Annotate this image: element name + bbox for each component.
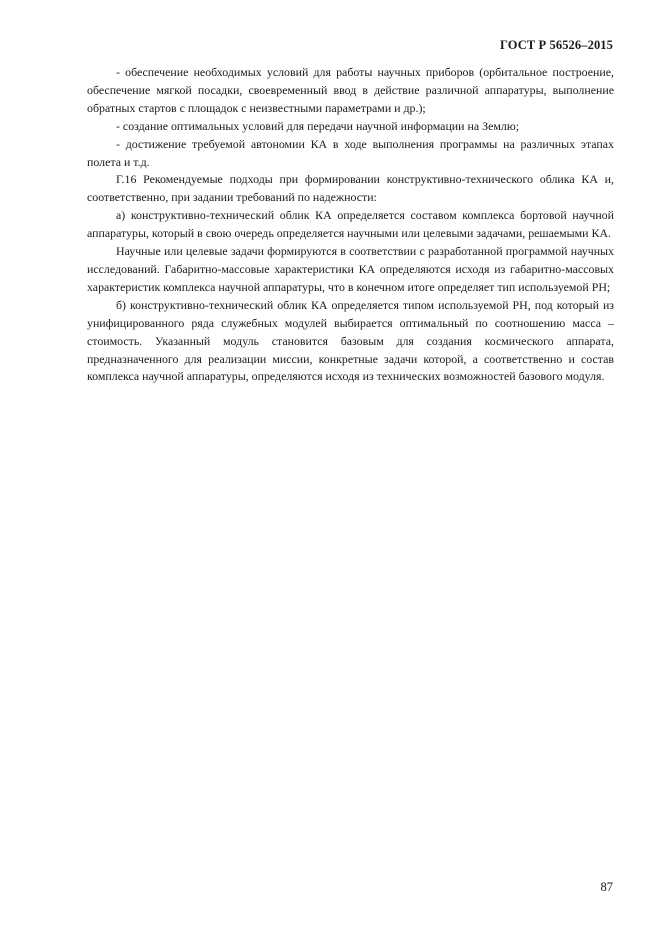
- paragraph-item-a: а) конструктивно-технический облик КА определяется составом комплекса бортовой научной аппаратуры, который в свою очередь определяется научными или целевыми задачами, решаемыми КА.: [87, 208, 614, 241]
- paragraph-scientific-conditions: - обеспечение необходимых условий для работы научных приборов (орбитальное построение, обеспечение мягкой посадки, своевременный ввод в действие различной аппаратуры, выполнение обратных стартов с площадок с неизвестными параметрами и др.);: [87, 65, 614, 115]
- paragraph-data-transfer: - создание оптимальных условий для передачи научной информации на Землю;: [116, 118, 520, 133]
- paragraph-autonomy: - достижение требуемой автономии КА в ходе выполнения программы на различных этапах полета и т.д.: [87, 136, 614, 169]
- paragraph-scientific-tasks: Научные или целевые задачи формируются в соответствии с разработанной программой научных исследований. Габаритно-массовые характеристики КА определяются исходя из габаритно-массовых характеристик комплекса научной аппаратуры, что в конечном итоге определяет тип используемой РН;: [87, 244, 614, 294]
- page-header-standard-code: ГОСТ Р 56526–2015: [500, 38, 613, 52]
- paragraph-item-b: б) конструктивно-технический облик КА определяется типом используемой РН, под который из унифицированного ряда служебных модулей выбирается оптимальный по соотношению масса – стоимость. Указанный модуль становится базовым для создания космического аппарата, предназначенного для реализации миссии, конкретные задачи которой, а соответственно и состав комплекса научной аппаратуры, определяются исходя из технических возможностей базового модуля.: [87, 297, 614, 384]
- page-number: 87: [600, 880, 613, 894]
- document-body: [87, 64, 614, 386]
- paragraph-clause-g16: Г.16 Рекомендуемые подходы при формировании конструктивно-технического облика КА и, соответственно, при задании требований по надежности:: [87, 172, 614, 205]
